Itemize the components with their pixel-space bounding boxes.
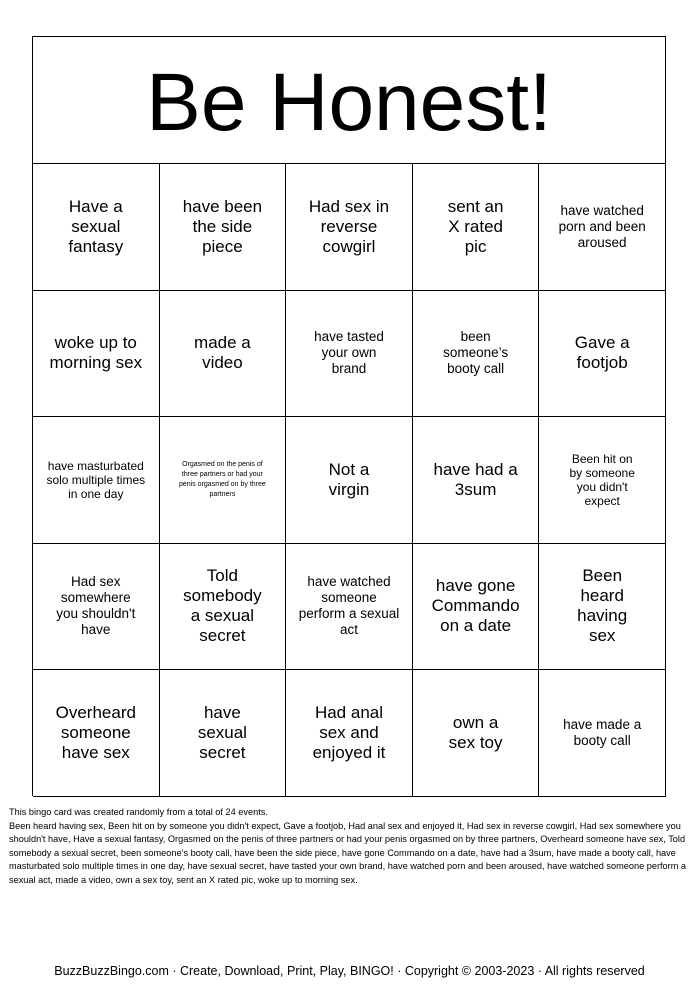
cell-text: Been heard having sex [577, 566, 628, 646]
bingo-cell [539, 670, 666, 797]
bingo-cell [160, 164, 287, 291]
cell-text: have made a booty call [563, 716, 642, 748]
info-events-list: Been heard having sex, Been hit on by someone you didn't expect, Gave a footjob, Had anal sex and enjoyed it, Had sex in reverse cowgirl, Had sex somewhere you shouldn't have, Have a sexual fantasy, Orgasmed on the penis of three partners or had your penis orgasmed on by three partners, Overheard someone have sex, Told somebody a sexual secret, been someone’s booty call, have been the side piece, have gone Commando on a date, have had a 3sum, have made a booty call, have masturbated solo multiple times in one day, have sexual secret, have tasted your own brand, have watched porn and been aroused, have watched someone perform a sexual act, made a video, own a sex toy, sent an X rated pic, woke up to morning sex. [9, 820, 687, 885]
cell-text: Orgasmed on the penis of three partners or had your penis orgasmed on by three partners [179, 460, 266, 498]
cell-text: own a sex toy [448, 712, 503, 752]
cell-text: Have a sexual fantasy [68, 196, 124, 256]
bingo-cell [413, 417, 540, 544]
cell-text: have had a 3sum [433, 459, 518, 499]
bingo-cell [286, 164, 413, 291]
bingo-cell [33, 164, 160, 291]
cell-text: have masturbated solo multiple times in one day [46, 458, 146, 501]
card-title: Be Honest! [146, 57, 552, 148]
bingo-cell [33, 544, 160, 671]
cell-text: Had anal sex and enjoyed it [312, 702, 386, 762]
bingo-cell [33, 417, 160, 544]
bingo-cell [286, 670, 413, 797]
bingo-grid [33, 164, 666, 797]
footer: BuzzBuzzBingo.com · Create, Download, Print, Play, BINGO! · Copyright © 2003-2023 · All rights reserved [54, 964, 645, 978]
bingo-cell [286, 417, 413, 544]
card-info [9, 806, 689, 887]
title-cell [33, 37, 666, 164]
cell-text: woke up to morning sex [49, 333, 143, 373]
bingo-cell [539, 291, 666, 418]
cell-text: Had sex in reverse cowgirl [308, 196, 390, 256]
bingo-cell [539, 417, 666, 544]
bingo-cell [539, 164, 666, 291]
cell-text: have tasted your own brand [314, 329, 384, 377]
cell-text: Overheard someone have sex [55, 702, 136, 762]
bingo-cell [413, 544, 540, 671]
cell-text: have sexual secret [197, 702, 247, 762]
bingo-card [32, 36, 666, 796]
info-summary: This bingo card was created randomly from a total of 24 events. [9, 807, 268, 817]
bingo-cell [160, 417, 287, 544]
bingo-cell [33, 670, 160, 797]
cell-text: Been hit on by someone you didn't expect [569, 451, 635, 508]
bingo-cell [413, 291, 540, 418]
bingo-cell [160, 544, 287, 671]
bingo-cell [33, 291, 160, 418]
cell-text: made a video [194, 333, 251, 373]
cell-text: Told somebody a sexual secret [183, 566, 262, 646]
bingo-cell [539, 544, 666, 671]
cell-text: been someone’s booty call [443, 329, 509, 377]
cell-text: have watched porn and been aroused [558, 202, 646, 250]
bingo-cell [160, 291, 287, 418]
cell-text: have watched someone perform a sexual act [298, 574, 400, 638]
bingo-cell [160, 670, 287, 797]
cell-text: Not a virgin [328, 459, 370, 499]
cell-text: sent an X rated pic [447, 196, 504, 256]
bingo-cell [286, 291, 413, 418]
cell-text: Gave a footjob [574, 333, 630, 373]
cell-text: Had sex somewhere you shouldn't have [56, 574, 136, 638]
cell-text: have been the side piece [182, 196, 263, 256]
cell-text: have gone Commando on a date [431, 576, 520, 636]
bingo-cell [413, 164, 540, 291]
bingo-cell [413, 670, 540, 797]
bingo-cell [286, 544, 413, 671]
